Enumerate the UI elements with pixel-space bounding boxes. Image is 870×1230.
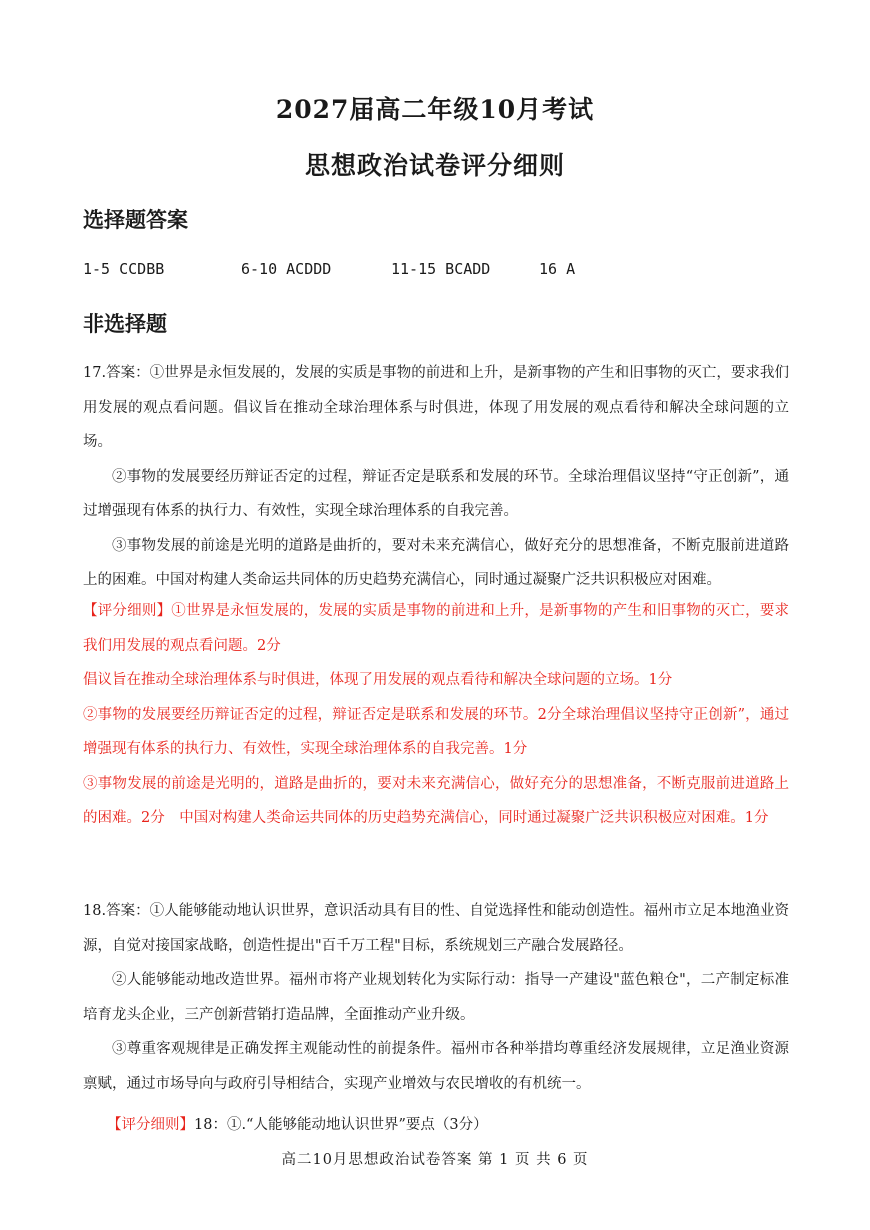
q18-rubric-text: 18：①.“人能够能动地认识世界”要点（3分） — [194, 1117, 488, 1133]
q18-rubric — [107, 1108, 789, 1143]
q18-rubric-tag: 【评分细则】 — [107, 1117, 194, 1133]
q17-answer-point-3: ③事物发展的前途是光明的道路是曲折的，要对未来充满信心，做好充分的思想准备，不断克服前进道路上的困难。中国对构建人类命运共同体的历史趋势充满信心，同时通过凝聚广泛共识积极应对困难。 — [83, 537, 789, 588]
q17-answer-point-1: 17.答案：①世界是永恒发展的，发展的实质是事物的前进和上升，是新事物的产生和旧事物的灭亡，要求我们用发展的观点看问题。倡议旨在推动全球治理体系与时俱进，体现了用发展的观点看待和解决全球问题的立场。 — [83, 365, 789, 450]
q17-rubric — [83, 594, 789, 836]
mcq-group-2: 6-10 ACDDD — [241, 260, 332, 278]
q17-rubric-line-3: ②事物的发展要经历辩证否定的过程，辩证否定是联系和发展的环节。2分全球治理倡议坚持守正创新”，通过增强现有体系的执行力、有效性，实现全球治理体系的自我完善。1分 — [83, 706, 789, 757]
exam-title: 2027届高二年级10月考试 — [275, 95, 595, 124]
open-questions-heading: 非选择题 — [83, 311, 167, 336]
q17-rubric-line-1: 【评分细则】①世界是永恒发展的，发展的实质是事物的前进和上升，是新事物的产生和旧事物的灭亡，要求我们用发展的观点看问题。2分 — [83, 603, 789, 654]
q18-answer-point-2: ②人能够能动地改造世界。福州市将产业规划转化为实际行动：指导一产建设"蓝色粮仓"，二产制定标准培育龙头企业，三产创新营销打造品牌，全面推动产业升级。 — [83, 972, 789, 1023]
q18-answer — [83, 894, 789, 1101]
mcq-heading: 选择题答案 — [83, 207, 188, 232]
q17-answer-point-2: ②事物的发展要经历辩证否定的过程，辩证否定是联系和发展的环节。全球治理倡议坚持“守正创新”，通过增强现有体系的执行力、有效性，实现全球治理体系的自我完善。 — [83, 468, 789, 519]
mcq-group-1: 1-5 CCDBB — [83, 260, 165, 278]
mcq-group-4: 16 A — [539, 260, 576, 278]
page-footer: 高二10月思想政治试卷答案 第 1 页 共 6 页 — [281, 1152, 589, 1168]
q18-answer-point-3: ③尊重客观规律是正确发挥主观能动性的前提条件。福州市各种举措均尊重经济发展规律，立足渔业资源禀赋，通过市场导向与政府引导相结合，实现产业增效与农民增收的有机统一。 — [83, 1041, 789, 1092]
mcq-group-3: 11-15 BCADD — [391, 260, 491, 278]
q17-rubric-line-4: ③事物发展的前途是光明的，道路是曲折的，要对未来充满信心，做好充分的思想准备，不断克服前进道路上的困难。2分 中国对构建人类命运共同体的历史趋势充满信心，同时通过凝聚广泛共识积极应对困难。1分 — [83, 775, 789, 826]
q17-answer — [83, 356, 789, 598]
exam-subtitle: 思想政治试卷评分细则 — [304, 151, 565, 180]
q18-answer-point-1: 18.答案：①人能够能动地认识世界，意识活动具有目的性、自觉选择性和能动创造性。福州市立足本地渔业资源，自觉对接国家战略，创造性提出"百千万工程"目标，系统规划三产融合发展路径。 — [83, 903, 789, 954]
q17-rubric-line-2: 倡议旨在推动全球治理体系与时俱进，体现了用发展的观点看待和解决全球问题的立场。1分 — [83, 672, 673, 688]
